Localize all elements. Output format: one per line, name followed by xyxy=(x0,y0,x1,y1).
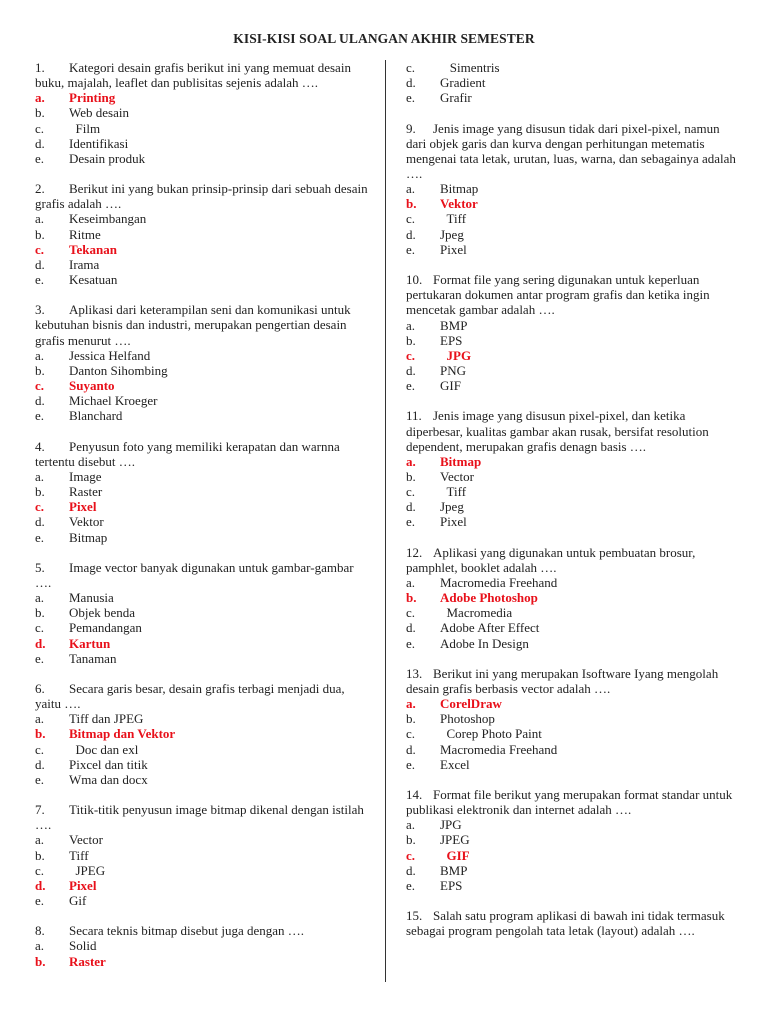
option-text: Kesatuan xyxy=(69,272,118,288)
option-letter: c. xyxy=(35,378,45,394)
answer-option xyxy=(35,832,370,847)
answer-option xyxy=(406,575,741,590)
option-text: Gradient xyxy=(440,75,486,91)
question-item xyxy=(406,908,741,938)
question-stem xyxy=(406,787,741,817)
option-text: Adobe Photoshop xyxy=(440,590,538,606)
option-text: JPG xyxy=(440,347,472,363)
question-number: 10. xyxy=(406,272,423,288)
correct-answer-option xyxy=(406,696,741,711)
option-text: Suyanto xyxy=(69,378,115,394)
option-text: GIF xyxy=(440,847,470,863)
option-letter: b. xyxy=(35,605,45,621)
answer-option xyxy=(35,651,370,666)
answer-option xyxy=(35,605,370,620)
answer-option xyxy=(35,848,370,863)
option-letter: a. xyxy=(35,347,45,363)
answer-option xyxy=(406,333,741,348)
question-number: 5. xyxy=(35,559,45,575)
option-text: Blanchard xyxy=(69,408,123,424)
option-letter: a. xyxy=(406,181,416,197)
correct-answer-option xyxy=(406,590,741,605)
question-number: 7. xyxy=(35,802,45,818)
option-text: Simentris xyxy=(440,60,500,75)
question-text: Titik-titik penyusun image bitmap dikenal dengan istilah …. xyxy=(35,802,364,833)
answer-option xyxy=(406,636,741,651)
correct-answer-option xyxy=(406,848,741,863)
answer-option xyxy=(35,121,370,136)
option-text: Irama xyxy=(69,256,100,272)
answer-option xyxy=(406,620,741,635)
option-text: EPS xyxy=(440,877,463,893)
option-letter: d. xyxy=(35,514,45,530)
option-letter: e. xyxy=(406,90,416,106)
option-letter: a. xyxy=(35,211,45,227)
correct-answer-option xyxy=(406,348,741,363)
correct-answer-option xyxy=(35,726,370,741)
option-text: Image xyxy=(69,468,102,484)
option-letter: d. xyxy=(406,362,416,378)
correct-answer-option xyxy=(35,636,370,651)
question-number: 9. xyxy=(406,120,416,136)
question-number: 2. xyxy=(35,181,45,197)
option-letter: e. xyxy=(406,756,416,772)
option-letter: b. xyxy=(406,832,416,848)
question-number: 15. xyxy=(406,908,423,924)
option-letter: a. xyxy=(35,590,45,606)
option-text: Vector xyxy=(440,468,474,484)
option-letter: e. xyxy=(406,241,416,257)
option-letter: b. xyxy=(406,332,416,348)
option-letter: b. xyxy=(35,953,46,969)
option-letter: e. xyxy=(35,771,45,787)
option-letter: c. xyxy=(35,620,45,636)
option-letter: a. xyxy=(406,317,416,333)
option-letter: c. xyxy=(406,60,416,75)
option-letter: b. xyxy=(406,590,417,606)
answer-option xyxy=(35,257,370,272)
option-text: Bitmap dan Vektor xyxy=(69,726,176,742)
answer-option xyxy=(35,393,370,408)
option-letter: a. xyxy=(406,453,416,469)
option-letter: d. xyxy=(406,620,416,636)
option-letter: e. xyxy=(35,150,45,166)
answer-option xyxy=(35,151,370,166)
question-stem xyxy=(35,302,370,347)
option-letter: b. xyxy=(406,711,416,727)
option-text: Gif xyxy=(69,892,87,908)
option-text: Pixel xyxy=(69,499,97,515)
answer-option xyxy=(35,348,370,363)
option-text: Vektor xyxy=(69,514,104,530)
option-text: Pixel xyxy=(69,877,97,893)
option-letter: e. xyxy=(35,892,45,908)
option-text: Ritme xyxy=(69,226,101,242)
answer-option xyxy=(406,181,741,196)
option-text: Wma dan docx xyxy=(69,771,148,787)
option-text: Photoshop xyxy=(440,711,495,727)
option-letter: e. xyxy=(35,272,45,288)
option-text: Bitmap xyxy=(440,453,482,469)
option-text: Bitmap xyxy=(440,181,479,197)
question-item xyxy=(406,787,741,893)
question-item xyxy=(35,681,370,787)
option-letter: e. xyxy=(406,877,416,893)
answer-option xyxy=(406,832,741,847)
question-item xyxy=(35,60,370,166)
option-letter: a. xyxy=(35,468,45,484)
option-letter: e. xyxy=(35,408,45,424)
question-text: Secara garis besar, desain grafis terbagi menjadi dua, yaitu …. xyxy=(35,680,345,712)
option-text: Printing xyxy=(69,90,116,106)
answer-option xyxy=(406,211,741,226)
answer-option xyxy=(406,711,741,726)
answer-option xyxy=(35,484,370,499)
question-text: Salah satu program aplikasi di bawah ini tidak termasuk sebagai program pengolah tata letak (layout) adalah …. xyxy=(406,908,725,939)
option-letter: b. xyxy=(35,484,45,500)
option-text: Objek benda xyxy=(69,605,136,621)
option-text: Pixel xyxy=(440,514,467,530)
option-text: Web desain xyxy=(69,105,129,121)
question-text: Berikut ini yang bukan prinsip-prinsip dari sebuah desain grafis adalah …. xyxy=(35,181,368,212)
answer-option xyxy=(35,590,370,605)
option-letter: a. xyxy=(406,696,416,712)
question-number: 3. xyxy=(35,302,45,318)
answer-option xyxy=(35,469,370,484)
option-letter: d. xyxy=(406,499,416,515)
answer-option xyxy=(406,378,741,393)
option-text: Corep Photo Paint xyxy=(440,726,542,742)
answer-option xyxy=(406,90,741,105)
correct-answer-option xyxy=(35,242,370,257)
option-letter: c. xyxy=(406,605,416,621)
option-text: GIF xyxy=(440,378,461,394)
option-text: JPEG xyxy=(440,832,470,848)
option-letter: b. xyxy=(406,196,417,212)
option-text: Macromedia Freehand xyxy=(440,574,558,590)
question-text: Format file yang sering digunakan untuk keperluan pertukaran dokumen antar program grafis dan ketika ingin mencetak gambar adalah …. xyxy=(406,272,710,318)
correct-answer-option xyxy=(35,954,370,969)
question-text: Berikut ini yang merupakan Isoftware Iyang mengolah desain grafis berbasis vector adalah …. xyxy=(406,665,719,696)
option-letter: e. xyxy=(406,514,416,530)
question-stem xyxy=(35,681,370,711)
correct-answer-option xyxy=(35,499,370,514)
answer-option xyxy=(406,60,741,75)
question-number: 14. xyxy=(406,786,423,802)
option-letter: a. xyxy=(35,938,45,954)
question-number: 6. xyxy=(35,680,45,696)
answer-option xyxy=(406,318,741,333)
answer-option xyxy=(35,742,370,757)
correct-answer-option xyxy=(35,378,370,393)
option-text: Tiff xyxy=(440,484,467,500)
option-letter: b. xyxy=(35,847,45,863)
option-letter: d. xyxy=(406,75,416,91)
option-text: Macromedia Freehand xyxy=(440,741,558,757)
question-stem xyxy=(406,666,741,696)
option-text: JPG xyxy=(440,817,462,833)
answer-option xyxy=(35,363,370,378)
option-text: Desain produk xyxy=(69,150,146,166)
question-stem xyxy=(406,545,741,575)
answer-option xyxy=(406,227,741,242)
answer-option xyxy=(406,863,741,878)
question-number: 1. xyxy=(35,60,45,75)
question-text: Penyusun foto yang memiliki kerapatan dan warnna tertentu disebut …. xyxy=(35,438,340,469)
option-letter: c. xyxy=(35,241,45,257)
question-stem xyxy=(35,560,370,590)
question-text: Aplikasi dari keterampilan seni dan komunikasi untuk kebutuhan bisnis dan industri, merupakan pengertian desain grafis menurut …. xyxy=(35,302,351,348)
option-text: Pixcel dan titik xyxy=(69,756,148,772)
answer-option xyxy=(406,817,741,832)
option-letter: c. xyxy=(406,347,416,363)
answer-option xyxy=(35,530,370,545)
right-column xyxy=(406,60,741,954)
answer-option xyxy=(406,499,741,514)
option-letter: d. xyxy=(406,226,416,242)
question-item xyxy=(406,408,741,529)
answer-option xyxy=(406,742,741,757)
answer-option xyxy=(406,363,741,378)
answer-option xyxy=(406,484,741,499)
question-number: 11. xyxy=(406,408,422,424)
option-text: Film xyxy=(69,120,101,136)
question-item xyxy=(35,302,370,423)
option-letter: a. xyxy=(35,90,45,106)
question-text: Secara teknis bitmap disebut juga dengan …. xyxy=(69,923,305,939)
correct-answer-option xyxy=(406,454,741,469)
option-letter: d. xyxy=(35,256,45,272)
correct-answer-option xyxy=(406,196,741,211)
option-letter: c. xyxy=(35,862,45,878)
question-number: 8. xyxy=(35,923,45,939)
question-item xyxy=(35,181,370,287)
option-text: Adobe In Design xyxy=(440,635,529,651)
option-text: Keseimbangan xyxy=(69,211,147,227)
question-item xyxy=(35,560,370,666)
answer-option xyxy=(35,711,370,726)
left-column xyxy=(35,60,370,984)
answer-option xyxy=(35,227,370,242)
option-text: Grafir xyxy=(440,90,472,106)
answer-option xyxy=(406,514,741,529)
question-stem xyxy=(406,408,741,453)
answer-option xyxy=(35,211,370,226)
option-text: Adobe After Effect xyxy=(440,620,540,636)
correct-answer-option xyxy=(35,90,370,105)
option-letter: d. xyxy=(35,393,45,409)
option-text: Jessica Helfand xyxy=(69,347,151,363)
question-item xyxy=(406,545,741,651)
option-text: Tiff xyxy=(440,211,467,227)
option-letter: e. xyxy=(35,650,45,666)
question-number: 13. xyxy=(406,665,423,681)
option-letter: b. xyxy=(35,362,45,378)
option-text: Pixel xyxy=(440,241,467,257)
option-text: Bitmap xyxy=(69,529,108,545)
question-text: Format file berikut yang merupakan format standar untuk publikasi elektronik dan internet adalah …. xyxy=(406,786,733,818)
option-text: Solid xyxy=(69,938,97,954)
option-letter: b. xyxy=(406,468,416,484)
answer-option xyxy=(35,105,370,120)
question-item xyxy=(35,439,370,545)
option-text: Jpeg xyxy=(440,226,464,242)
option-text: Tanaman xyxy=(69,650,117,666)
answer-option xyxy=(406,726,741,741)
answer-option xyxy=(35,408,370,423)
option-letter: a. xyxy=(35,832,45,848)
question-stem xyxy=(35,60,370,90)
option-letter: a. xyxy=(35,711,45,727)
option-letter: e. xyxy=(35,529,45,545)
answer-option xyxy=(406,75,741,90)
answer-option xyxy=(406,469,741,484)
question-number: 12. xyxy=(406,544,423,560)
option-letter: c. xyxy=(406,211,416,227)
answer-option xyxy=(35,938,370,953)
continued-options xyxy=(406,60,741,105)
option-letter: a. xyxy=(406,574,416,590)
option-letter: b. xyxy=(35,726,46,742)
option-text: Macromedia xyxy=(440,605,513,621)
question-stem xyxy=(35,802,370,832)
answer-option xyxy=(35,863,370,878)
option-text: Doc dan exl xyxy=(69,741,139,757)
option-letter: a. xyxy=(406,817,416,833)
answer-option xyxy=(35,514,370,529)
question-number: 4. xyxy=(35,438,45,454)
question-stem xyxy=(406,272,741,317)
option-letter: d. xyxy=(406,741,416,757)
question-item xyxy=(406,272,741,393)
option-text: Raster xyxy=(69,953,106,969)
option-letter: e. xyxy=(406,378,416,394)
option-text: Identifikasi xyxy=(69,135,129,151)
document-title: KISI-KISI SOAL ULANGAN AKHIR SEMESTER xyxy=(233,31,535,46)
option-text: BMP xyxy=(440,862,468,878)
option-text: Kartun xyxy=(69,635,111,651)
option-text: Tiff dan JPEG xyxy=(69,711,144,727)
option-text: JPEG xyxy=(69,862,106,878)
option-text: Jpeg xyxy=(440,499,464,515)
option-text: CorelDraw xyxy=(440,696,502,712)
correct-answer-option xyxy=(35,878,370,893)
question-text: Jenis image yang disusun pixel-pixel, dan ketika diperbesar, kualitas gambar akan rusak, bersifat resolution dependent, merupakan grafis denagn basis …. xyxy=(406,408,709,454)
option-text: Vektor xyxy=(440,196,478,212)
option-letter: c. xyxy=(35,499,45,515)
question-item xyxy=(35,802,370,908)
option-text: Raster xyxy=(69,484,103,500)
question-text: Kategori desain grafis berikut ini yang memuat desain buku, majalah, leaflet dan publisitas sejenis adalah …. xyxy=(35,60,351,91)
question-item xyxy=(35,923,370,968)
answer-option xyxy=(35,757,370,772)
option-text: Danton Sihombing xyxy=(69,362,168,378)
answer-option xyxy=(35,620,370,635)
answer-option xyxy=(35,893,370,908)
option-letter: d. xyxy=(35,756,45,772)
option-text: Pemandangan xyxy=(69,620,142,636)
option-letter: b. xyxy=(35,226,45,242)
option-text: EPS xyxy=(440,332,463,348)
option-text: Vector xyxy=(69,832,103,848)
column-divider xyxy=(385,60,386,982)
option-letter: d. xyxy=(406,862,416,878)
option-text: Excel xyxy=(440,756,470,772)
answer-option xyxy=(35,136,370,151)
option-letter: c. xyxy=(35,120,45,136)
answer-option xyxy=(35,772,370,787)
question-stem xyxy=(406,121,741,182)
answer-option xyxy=(35,272,370,287)
answer-option xyxy=(406,878,741,893)
option-letter: d. xyxy=(35,135,45,151)
question-stem xyxy=(35,923,370,938)
question-text: Image vector banyak digunakan untuk gambar-gambar …. xyxy=(35,559,354,590)
question-item xyxy=(406,121,741,257)
option-letter: c. xyxy=(35,741,45,757)
answer-option xyxy=(406,757,741,772)
option-letter: c. xyxy=(406,726,416,742)
option-letter: e. xyxy=(406,635,416,651)
option-text: Tekanan xyxy=(69,241,117,257)
option-text: Manusia xyxy=(69,590,114,606)
answer-option xyxy=(406,605,741,620)
question-item xyxy=(406,666,741,772)
question-text: Jenis image yang disusun tidak dari pixel-pixel, namun dari objek garis dan kurva dengan perhitungan metematis mengenai tata letak, urutan, luas, warna, dan sebagainya adalah …. xyxy=(406,120,736,182)
option-text: BMP xyxy=(440,317,468,333)
question-stem xyxy=(35,181,370,211)
question-stem xyxy=(406,908,741,938)
option-text: Tiff xyxy=(69,847,89,863)
option-letter: c. xyxy=(406,484,416,500)
answer-option xyxy=(406,242,741,257)
question-text: Aplikasi yang digunakan untuk pembuatan brosur, pamphlet, booklet adalah …. xyxy=(406,544,696,575)
question-stem xyxy=(35,439,370,469)
option-text: PNG xyxy=(440,362,467,378)
option-letter: d. xyxy=(35,877,46,893)
option-letter: d. xyxy=(35,635,46,651)
option-text: Michael Kroeger xyxy=(69,393,158,409)
option-letter: c. xyxy=(406,847,416,863)
option-letter: b. xyxy=(35,105,45,121)
